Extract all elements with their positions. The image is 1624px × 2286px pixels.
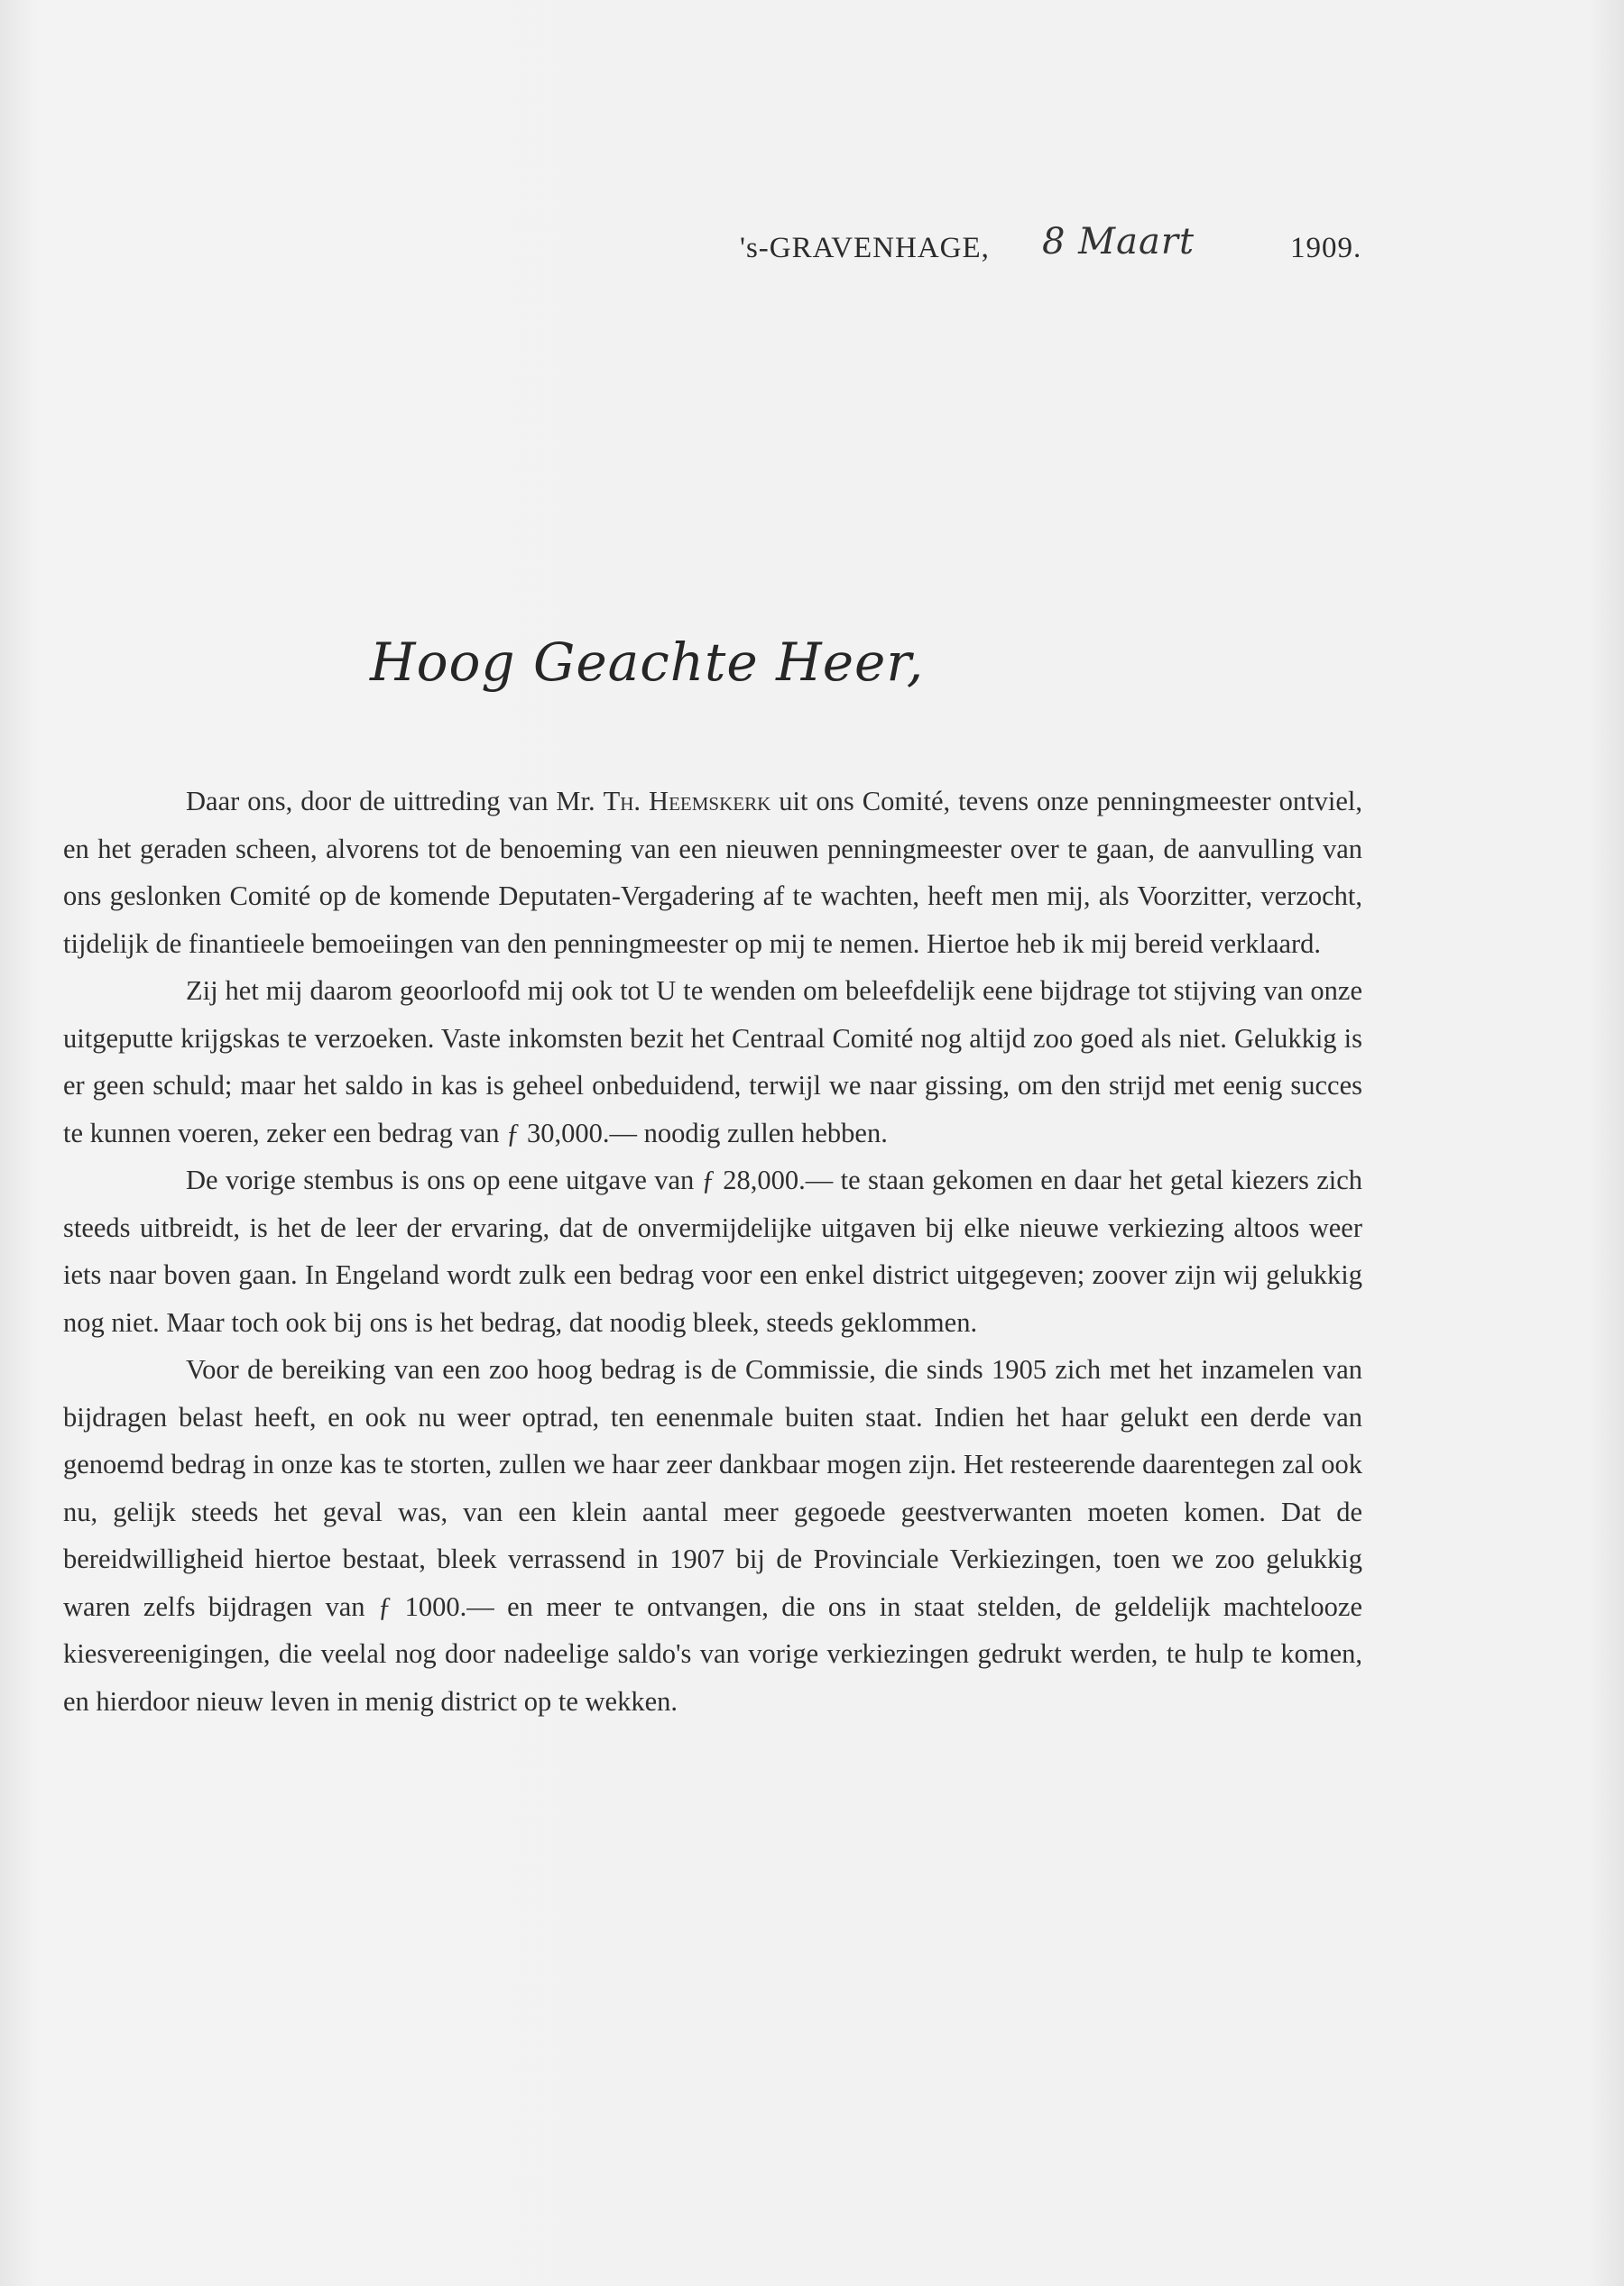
paragraph-4: Voor de bereiking van een zoo hoog bedrag is de Commissie, die sinds 1905 zich met het inzamelen van bijdragen belast heeft, en ook nu weer optrad, ten eenenmale buiten staat. Indien het haar gelukt een derde van genoemd bedrag in onze kas te storten, zullen we haar zeer dankbaar mogen zijn. Het resteerende daarentegen zal ook nu, gelijk steeds het geval was, van een klein aantal meer gegoede geestverwanten moeten komen. Dat de bereidwilligheid hiertoe bestaat, bleek verrassend in 1907 bij de Provinciale Verkiezingen, toen we zoo gelukkig waren zelfs bijdragen van ƒ 1000.— en meer te ontvangen, die ons in staat stelden, de geldelijk machtelooze kiesvereenigingen, die veelal nog door nadeelige saldo's van vorige verkiezingen gedrukt werden, te hulp te komen, en hierdoor nieuw leven in menig district op te wekken. <box>63 1354 1362 1717</box>
paragraph-1 <box>63 778 1362 967</box>
year: 1909. <box>1290 232 1362 264</box>
person-name: Th. Heemskerk <box>603 786 771 816</box>
place-name: 's-GRAVENHAGE, <box>740 232 990 264</box>
dateline <box>740 219 1362 273</box>
letter-body <box>63 778 1362 1725</box>
paragraph-3: De vorige stembus is ons op eene uitgave van ƒ 28,000.— te staan gekomen en daar het getal kiezers zich steeds uitbreidt, is het de leer der ervaring, dat de onvermijdelijke uitgaven bij elke nieuwe verkiezing altoos weer iets naar boven gaan. In Engeland wordt zulk een bedrag voor een enkel district uitgegeven; zoover zijn wij gelukkig nog niet. Maar toch ook bij ons is het bedrag, dat noodig bleek, steeds geklommen. <box>63 1165 1362 1338</box>
paragraph-2: Zij het mij daarom geoorloofd mij ook tot U te wenden om beleefdelijk eene bijdrage tot stijving van onze uitgeputte krijgskas te verzoeken. Vaste inkomsten bezit het Centraal Comité nog altijd zoo goed als niet. Gelukkig is er geen schuld; maar het saldo in kas is geheel onbeduidend, terwijl we naar gissing, om den strijd met eenig succes te kunnen voeren, zeker een bedrag van ƒ 30,000.— noodig zullen hebben. <box>63 975 1362 1148</box>
salutation: Hoog Geachte Heer, <box>370 631 925 693</box>
paragraph-1-start: Daar ons, door de uittreding van Mr. <box>186 786 604 816</box>
handwritten-date: 8 Maart <box>1042 221 1195 263</box>
paragraph-1-rest: uit ons Comité, tevens onze penningmeester ontviel, en het geraden scheen, alvorens tot de benoeming van een nieuwen penningmeester over te gaan, de aanvulling van ons geslonken Comité op de komende Deputaten-Vergadering af te wachten, heeft men mij, als Voorzitter, verzocht, tijdelijk de finantieele bemoeiingen van den penningmeester op mij te nemen. Hiertoe heb ik mij bereid verklaard. <box>63 786 1363 959</box>
